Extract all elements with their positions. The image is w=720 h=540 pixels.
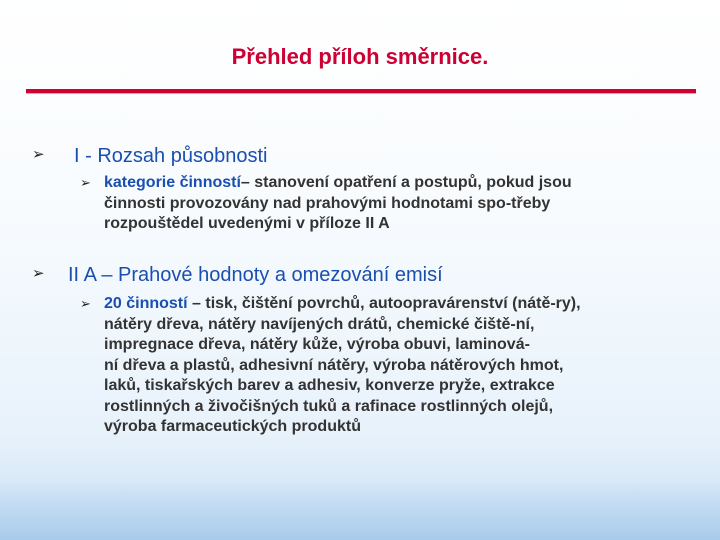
highlight-term: 20 činností [104, 295, 188, 312]
section-1-heading: I - Rozsah působnosti [74, 145, 268, 167]
section-1 [32, 145, 267, 168]
section-2-item [80, 294, 581, 438]
section-1-item [80, 173, 572, 235]
section-1-item-text: kategorie činností– stanovení opatření a postupů, pokud jsou činnosti provozovány nad prahovými hodnotami spo-třeby rozpouštědel uvedenými v příloze II A [104, 174, 572, 232]
background-band [0, 480, 720, 540]
slide-title: Přehled příloh směrnice. [231, 44, 489, 69]
arrow-bullet-icon: ➢ [32, 146, 45, 163]
section-2-heading: II A – Prahové hodnoty a omezování emisí [68, 264, 443, 286]
arrow-bullet-icon: ➢ [32, 265, 45, 282]
arrow-bullet-icon: ➢ [80, 175, 91, 190]
title-underline [26, 89, 696, 94]
section-2 [32, 264, 443, 287]
section-2-item-text: 20 činností – tisk, čištění povrchů, autoopravárenství (nátě-ry), nátěry dřeva, nátěry navíjených drátů, chemické čiště-ní, impregnace dřeva, nátěry kůže, výroba obuvi, laminová- ní dřeva a plastů, adhesivní nátěry, výroba nátěrových hmot, laků, tiskařských barev a adhesiv, konverze pryže, extrakce rostlinných a živočišných tuků a rafinace rostlinných olejů, výroba farmaceutických produktů [104, 295, 581, 435]
highlight-term: kategorie činností [104, 174, 241, 191]
arrow-bullet-icon: ➢ [80, 296, 91, 311]
